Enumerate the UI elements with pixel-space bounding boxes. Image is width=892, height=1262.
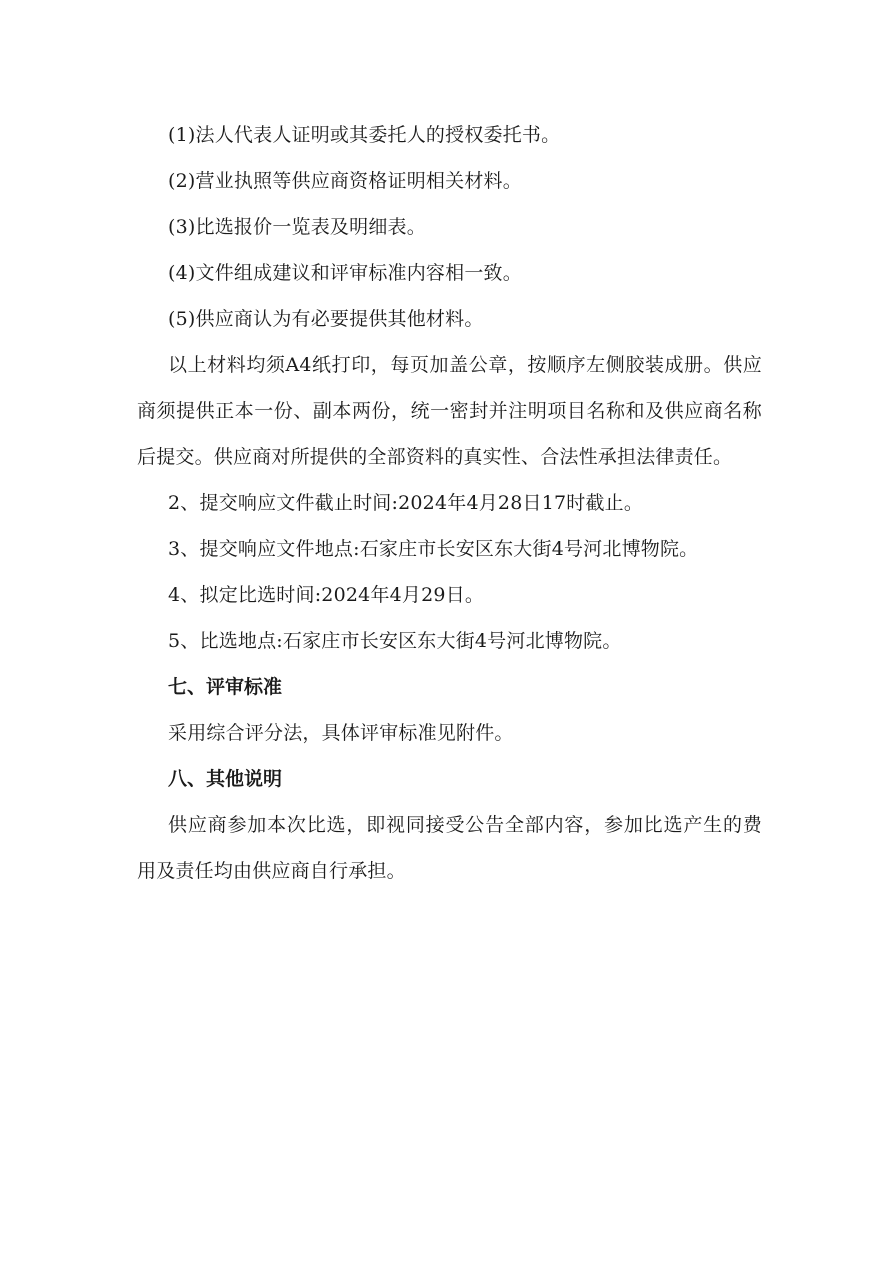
material-item-4: (4)文件组成建议和评审标准内容相一致。 [168,262,522,284]
selection-date: 4、拟定比选时间:2024年4月29日。 [168,584,485,606]
other-notes-paragraph: 供应商参加本次比选，即视同接受公告全部内容，参加比选产生的费用及责任均由供应商自行承担。 [137,814,762,882]
material-item-2: (2)营业执照等供应商资格证明相关材料。 [168,170,522,192]
material-item-5: (5)供应商认为有必要提供其他材料。 [168,308,484,330]
section-heading-evaluation: 七、评审标准 [168,676,283,698]
document-body [137,112,762,894]
submission-location: 3、提交响应文件地点:石家庄市长安区东大街4号河北博物院。 [168,538,699,560]
submission-deadline: 2、提交响应文件截止时间:2024年4月28日17时截止。 [168,492,644,514]
evaluation-text: 采用综合评分法，具体评审标准见附件。 [168,722,514,744]
section-heading-other: 八、其他说明 [168,768,283,790]
binding-requirements-paragraph: 以上材料均须A4纸打印，每页加盖公章，按顺序左侧胶装成册。供应商须提供正本一份、副本两份，统一密封并注明项目名称和及供应商名称后提交。供应商对所提供的全部资料的真实性、合法性承担法律责任。 [137,354,762,468]
material-item-1: (1)法人代表人证明或其委托人的授权委托书。 [168,124,561,146]
selection-location: 5、比选地点:石家庄市长安区东大街4号河北博物院。 [168,630,622,652]
material-item-3: (3)比选报价一览表及明细表。 [168,216,426,238]
